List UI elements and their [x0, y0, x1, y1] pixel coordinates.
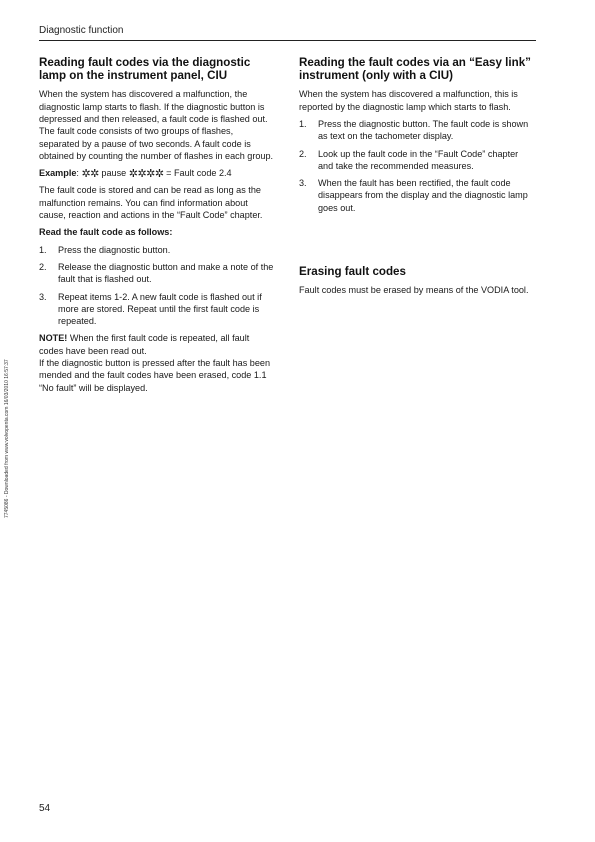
list-item-text: When the fault has been rectified, the fault code disappears from the display and the diagnostic lamp goes out. [318, 178, 528, 213]
list-item-number: 3. [39, 291, 47, 302]
list-item [39, 244, 275, 256]
list-item-text: Press the diagnostic button. [58, 244, 171, 255]
list-item-text: Release the diagnostic button and make a note of the fault that is flashed out. [58, 261, 274, 285]
steps-heading: Read the fault code as follows: [39, 227, 173, 238]
steps-list [39, 244, 275, 328]
download-stamp: 7745086 - Downloaded from www.volvopenta.com 16/03/2010 16:57:37 [4, 359, 10, 518]
header-rule [39, 40, 536, 41]
note-text: When the first fault code is repeated, all fault codes have been read out. [39, 333, 250, 356]
section-heading-erasing: Erasing fault codes [299, 265, 406, 279]
section-heading-diagnostic-lamp: Reading fault codes via the diagnostic lamp on the instrument panel, CIU [39, 56, 251, 83]
list-item-number: 1. [39, 244, 47, 255]
list-item-text: Press the diagnostic button. The fault code is shown as text on the tachometer display. [318, 119, 529, 142]
list-item [39, 261, 275, 286]
list-item [299, 118, 535, 143]
paragraph: The fault code consists of two groups of flashes, separated by a pause of two seconds. A fault code is obtained by counting the number of flashes in each group. [39, 126, 274, 161]
example-label: Example [39, 168, 77, 179]
pause-word: pause [98, 168, 129, 179]
right-column [299, 56, 535, 302]
example-line [39, 167, 275, 179]
note [39, 332, 275, 357]
list-item [299, 177, 535, 214]
paragraph: When the system has discovered a malfunction, this is reported by the diagnostic lamp which starts to flash. [299, 89, 518, 112]
running-header: Diagnostic function [39, 25, 124, 36]
flash-icon-group-2: ✲✲✲✲ [128, 168, 164, 181]
note-label: NOTE! [39, 333, 68, 344]
example-result: = Fault code 2.4 [163, 168, 232, 179]
list-item-number: 2. [299, 148, 307, 159]
list-item [299, 148, 535, 173]
list-item-number: 2. [39, 261, 47, 272]
page-number: 54 [39, 803, 51, 814]
paragraph: If the diagnostic button is pressed after the fault has been mended and the fault codes have been erased, code 1.1 “No fault” will be displayed. [39, 358, 271, 393]
example-colon: : [76, 168, 82, 179]
paragraph: The fault code is stored and can be read as long as the malfunction remains. You can find information about cause, reaction and actions in the “Fault Code” chapter. [39, 185, 263, 221]
list-item-text: Look up the fault code in the “Fault Code” chapter and take the recommended measures. [318, 148, 519, 171]
paragraph: Fault codes must be erased by means of the VODIA tool. [299, 285, 529, 296]
list-item-text: Repeat items 1-2. A new fault code is flashed out if more are stored. Repeat until the first fault code is repeated. [58, 291, 262, 327]
list-item [39, 291, 275, 328]
flash-icon-group-1: ✲✲ [81, 168, 99, 181]
paragraph: When the system has discovered a malfunction, the diagnostic lamp starts to flash. If the diagnostic button is depressed and then released, a fault code is flashed out. [39, 89, 268, 124]
section-heading-easy-link: Reading the fault codes via an “Easy link” instrument (only with a CIU) [299, 56, 531, 83]
section-spacer [299, 219, 535, 265]
list-item-number: 3. [299, 178, 307, 189]
left-column [39, 56, 275, 399]
steps-list [299, 118, 535, 214]
list-item-number: 1. [299, 119, 307, 129]
